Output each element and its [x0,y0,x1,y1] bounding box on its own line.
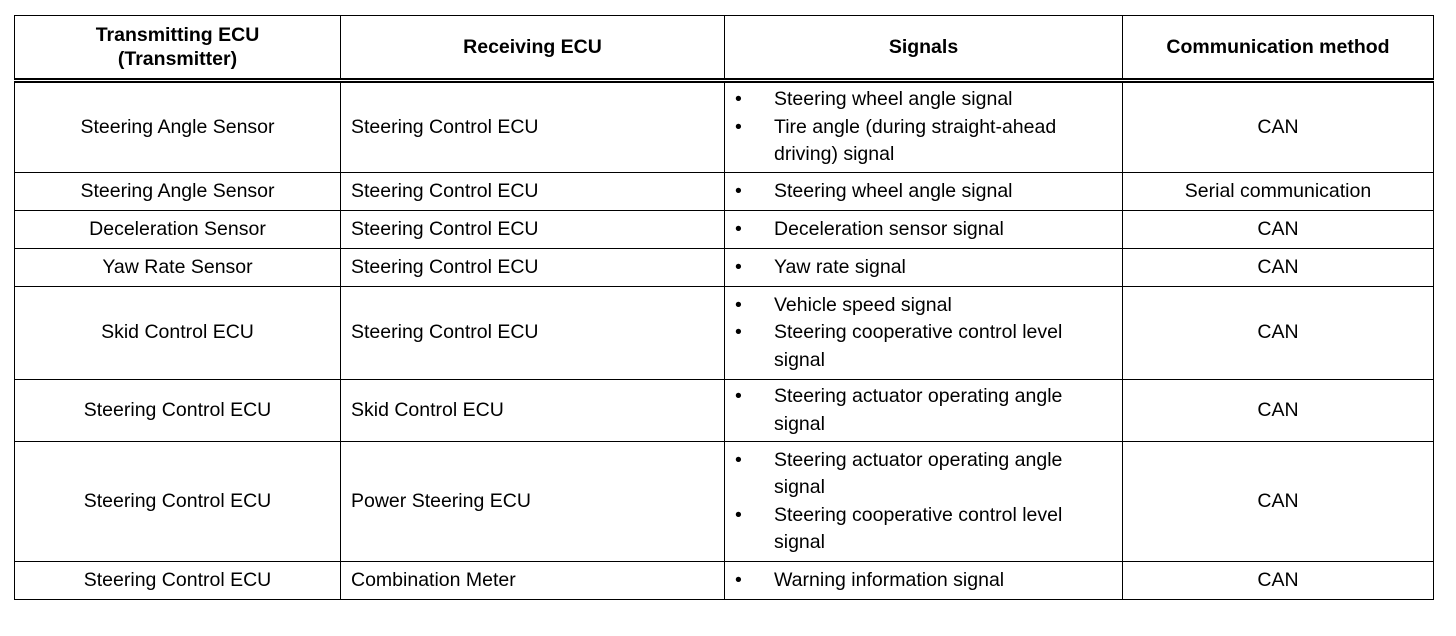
signal-list [735,292,1112,375]
header-communication-method-label: Communication method [1166,36,1390,58]
table-row [15,81,1434,173]
header-signals-label: Signals [888,36,959,58]
receiver-cell: Steering Control ECU [341,287,725,380]
receiver-cell: Steering Control ECU [341,211,725,249]
signals-cell [725,249,1123,287]
bullet-glyph: • [735,568,742,591]
signal-text: Steering wheel angle signal [774,88,1013,111]
signal-list [735,254,1112,282]
transmitter-cell: Steering Control ECU [15,380,341,442]
signal-list [735,178,1112,206]
signal-text: Vehicle speed signal [774,293,952,316]
bullet-glyph: • [735,179,742,202]
receiver-cell: Skid Control ECU [341,380,725,442]
bullet-glyph: • [735,115,742,138]
signal-list [735,567,1112,595]
signals-cell [725,173,1123,211]
transmitter-cell: Skid Control ECU [15,287,341,380]
header-communication-method [1123,16,1434,81]
signal-text: Steering actuator operating angle signal [774,448,1063,498]
signal-text: Yaw rate signal [774,255,906,278]
signals-cell [725,287,1123,380]
signal-text: Deceleration sensor signal [774,217,1004,240]
table-header [15,16,1434,81]
receiver-cell: Power Steering ECU [341,442,725,562]
transmitter-cell: Steering Angle Sensor [15,173,341,211]
header-transmitting-ecu-label: Transmitting ECU (Transmitter) [95,24,260,70]
table-row [15,442,1434,562]
signal-item [735,254,1112,282]
transmitter-cell: Deceleration Sensor [15,211,341,249]
signal-text: Steering actuator operating angle signal [774,385,1063,435]
method-cell: CAN [1123,287,1434,380]
signal-text: Steering cooperative control level signal [774,321,1063,371]
table-row [15,249,1434,287]
receiver-cell: Combination Meter [341,562,725,600]
bullet-glyph: • [735,293,742,316]
signals-cell [725,442,1123,562]
table-row [15,562,1434,600]
bullet-glyph: • [735,448,742,471]
signal-item [735,86,1112,114]
header-row [15,16,1434,81]
receiver-cell: Steering Control ECU [341,173,725,211]
receiver-cell: Steering Control ECU [341,81,725,173]
signals-cell [725,211,1123,249]
bullet-glyph: • [735,217,742,240]
signal-item [735,178,1112,206]
signal-item [735,447,1112,502]
signal-list [735,383,1112,438]
bullet-glyph: • [735,385,742,407]
signals-cell [725,81,1123,173]
method-cell: CAN [1123,562,1434,600]
bullet-glyph: • [735,255,742,278]
method-cell: Serial communication [1123,173,1434,211]
signal-text: Steering cooperative control level signal [774,503,1063,553]
header-transmitting-ecu [15,16,341,81]
table-body [15,81,1434,600]
signal-text: Steering wheel angle signal [774,179,1013,202]
transmitter-cell: Yaw Rate Sensor [15,249,341,287]
signal-item [735,383,1112,438]
table-row [15,287,1434,380]
bullet-glyph: • [735,321,742,344]
receiver-cell: Steering Control ECU [341,249,725,287]
signal-text: Tire angle (during straight-ahead driving) signal [774,115,1057,166]
signal-item [735,292,1112,320]
signal-item [735,216,1112,244]
method-cell: CAN [1123,380,1434,442]
table-row [15,380,1434,442]
signal-list [735,86,1112,169]
method-cell: CAN [1123,81,1434,173]
transmitter-cell: Steering Control ECU [15,562,341,600]
signal-item [735,319,1112,374]
header-receiving-ecu-label: Receiving ECU [463,36,602,58]
method-cell: CAN [1123,249,1434,287]
table-row [15,173,1434,211]
method-cell: CAN [1123,211,1434,249]
signal-list [735,216,1112,244]
header-signals [725,16,1123,81]
signals-cell [725,380,1123,442]
signal-item [735,502,1112,557]
signal-item [735,114,1112,169]
signals-cell [725,562,1123,600]
transmitter-cell: Steering Angle Sensor [15,81,341,173]
transmitter-cell: Steering Control ECU [15,442,341,562]
method-cell: CAN [1123,442,1434,562]
header-receiving-ecu [341,16,725,81]
signal-list [735,447,1112,557]
ecu-communication-table [14,15,1434,600]
signal-item [735,567,1112,595]
table-row [15,211,1434,249]
bullet-glyph: • [735,503,742,526]
signal-text: Warning information signal [774,568,1005,591]
bullet-glyph: • [735,88,742,111]
